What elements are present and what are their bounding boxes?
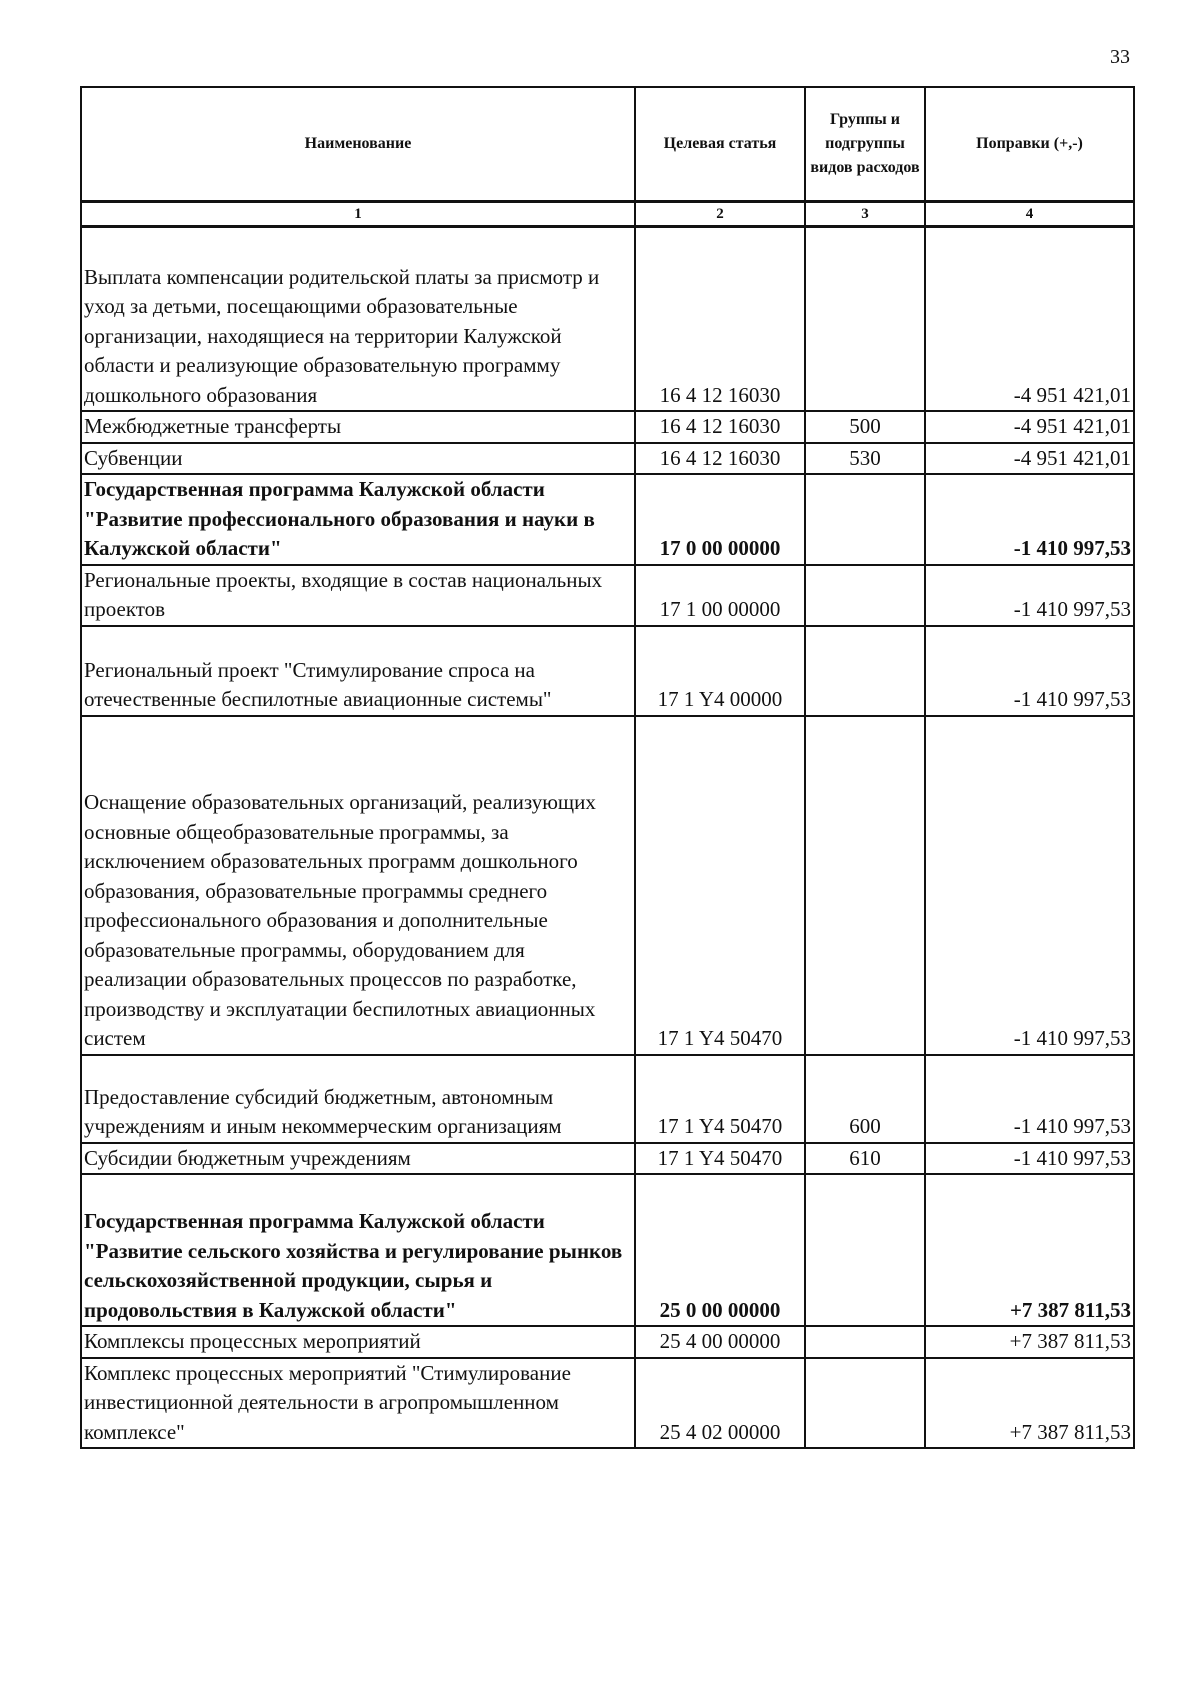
row-name: Государственная программа Калужской области "Развитие сельского хозяйства и регулирование рынков сельскохозяйственной продукции, сырья и продовольствия в Калужской области" bbox=[81, 1174, 635, 1326]
row-amendment-amount: +7 387 811,53 bbox=[925, 1174, 1134, 1326]
row-expense-group: 500 bbox=[805, 411, 925, 443]
row-amendment-amount: -1 410 997,53 bbox=[925, 474, 1134, 565]
row-expense-group bbox=[805, 565, 925, 626]
budget-amendments-table bbox=[80, 86, 1135, 1449]
row-expense-group bbox=[805, 1326, 925, 1358]
row-target-article: 17 1 00 00000 bbox=[635, 565, 805, 626]
row-amendment-amount: -1 410 997,53 bbox=[925, 716, 1134, 1055]
row-expense-group: 610 bbox=[805, 1143, 925, 1175]
row-expense-group bbox=[805, 626, 925, 716]
row-amendment-amount: -1 410 997,53 bbox=[925, 565, 1134, 626]
row-target-article: 17 1 Y4 50470 bbox=[635, 716, 805, 1055]
row-target-article: 16 4 12 16030 bbox=[635, 443, 805, 475]
table-row bbox=[81, 1174, 1134, 1326]
row-amendment-amount: +7 387 811,53 bbox=[925, 1358, 1134, 1449]
table-row bbox=[81, 474, 1134, 565]
row-target-article: 25 4 02 00000 bbox=[635, 1358, 805, 1449]
row-expense-group bbox=[805, 1174, 925, 1326]
row-target-article: 17 1 Y4 50470 bbox=[635, 1143, 805, 1175]
header-amendments: Поправки (+,-) bbox=[925, 87, 1134, 202]
row-amendment-amount: -1 410 997,53 bbox=[925, 1143, 1134, 1175]
column-number: 4 bbox=[925, 202, 1134, 227]
header-expense-groups: Группы и подгруппы видов расходов bbox=[805, 87, 925, 202]
row-target-article: 16 4 12 16030 bbox=[635, 411, 805, 443]
row-name: Государственная программа Калужской области "Развитие профессионального образования и науки в Калужской области" bbox=[81, 474, 635, 565]
row-expense-group bbox=[805, 227, 925, 412]
row-name: Субсидии бюджетным учреждениям bbox=[81, 1143, 635, 1175]
row-amendment-amount: -4 951 421,01 bbox=[925, 411, 1134, 443]
row-target-article: 25 4 00 00000 bbox=[635, 1326, 805, 1358]
row-target-article: 16 4 12 16030 bbox=[635, 227, 805, 412]
table-row bbox=[81, 716, 1134, 1055]
row-name: Региональный проект "Стимулирование спроса на отечественные беспилотные авиационные системы" bbox=[81, 626, 635, 716]
row-expense-group bbox=[805, 716, 925, 1055]
row-name: Оснащение образовательных организаций, реализующих основные общеобразовательные программы, за исключением образовательных программ дошкольного образования, образовательные программы среднего профессионального образования и дополнительные образовательные программы, оборудованием для реализации образовательных процессов по разработке, производству и эксплуатации беспилотных авиационных систем bbox=[81, 716, 635, 1055]
row-name: Комплексы процессных мероприятий bbox=[81, 1326, 635, 1358]
row-target-article: 25 0 00 00000 bbox=[635, 1174, 805, 1326]
row-name: Комплекс процессных мероприятий "Стимулирование инвестиционной деятельности в агропромышленном комплексе" bbox=[81, 1358, 635, 1449]
page-number: 33 bbox=[1110, 46, 1130, 68]
row-expense-group: 530 bbox=[805, 443, 925, 475]
table-row bbox=[81, 411, 1134, 443]
row-expense-group bbox=[805, 474, 925, 565]
row-amendment-amount: +7 387 811,53 bbox=[925, 1326, 1134, 1358]
header-target-article: Целевая статья bbox=[635, 87, 805, 202]
row-amendment-amount: -1 410 997,53 bbox=[925, 1055, 1134, 1143]
row-name: Предоставление субсидий бюджетным, автономным учреждениям и иным некоммерческим организациям bbox=[81, 1055, 635, 1143]
row-amendment-amount: -4 951 421,01 bbox=[925, 227, 1134, 412]
column-number: 2 bbox=[635, 202, 805, 227]
row-target-article: 17 1 Y4 50470 bbox=[635, 1055, 805, 1143]
row-target-article: 17 1 Y4 00000 bbox=[635, 626, 805, 716]
table-row bbox=[81, 626, 1134, 716]
row-name: Субвенции bbox=[81, 443, 635, 475]
row-expense-group bbox=[805, 1358, 925, 1449]
header-name: Наименование bbox=[81, 87, 635, 202]
row-target-article: 17 0 00 00000 bbox=[635, 474, 805, 565]
table-row bbox=[81, 227, 1134, 412]
row-name: Региональные проекты, входящие в состав национальных проектов bbox=[81, 565, 635, 626]
column-number: 3 bbox=[805, 202, 925, 227]
row-name: Межбюджетные трансферты bbox=[81, 411, 635, 443]
row-name: Выплата компенсации родительской платы за присмотр и уход за детьми, посещающими образовательные организации, находящиеся на территории Калужской области и реализующие образовательную программу дошкольного образования bbox=[81, 227, 635, 412]
row-amendment-amount: -1 410 997,53 bbox=[925, 626, 1134, 716]
table-row bbox=[81, 1055, 1134, 1143]
table-row bbox=[81, 1326, 1134, 1358]
table-row bbox=[81, 565, 1134, 626]
table-row bbox=[81, 1358, 1134, 1449]
column-number: 1 bbox=[81, 202, 635, 227]
row-expense-group: 600 bbox=[805, 1055, 925, 1143]
table-row bbox=[81, 443, 1134, 475]
row-amendment-amount: -4 951 421,01 bbox=[925, 443, 1134, 475]
table-row bbox=[81, 1143, 1134, 1175]
